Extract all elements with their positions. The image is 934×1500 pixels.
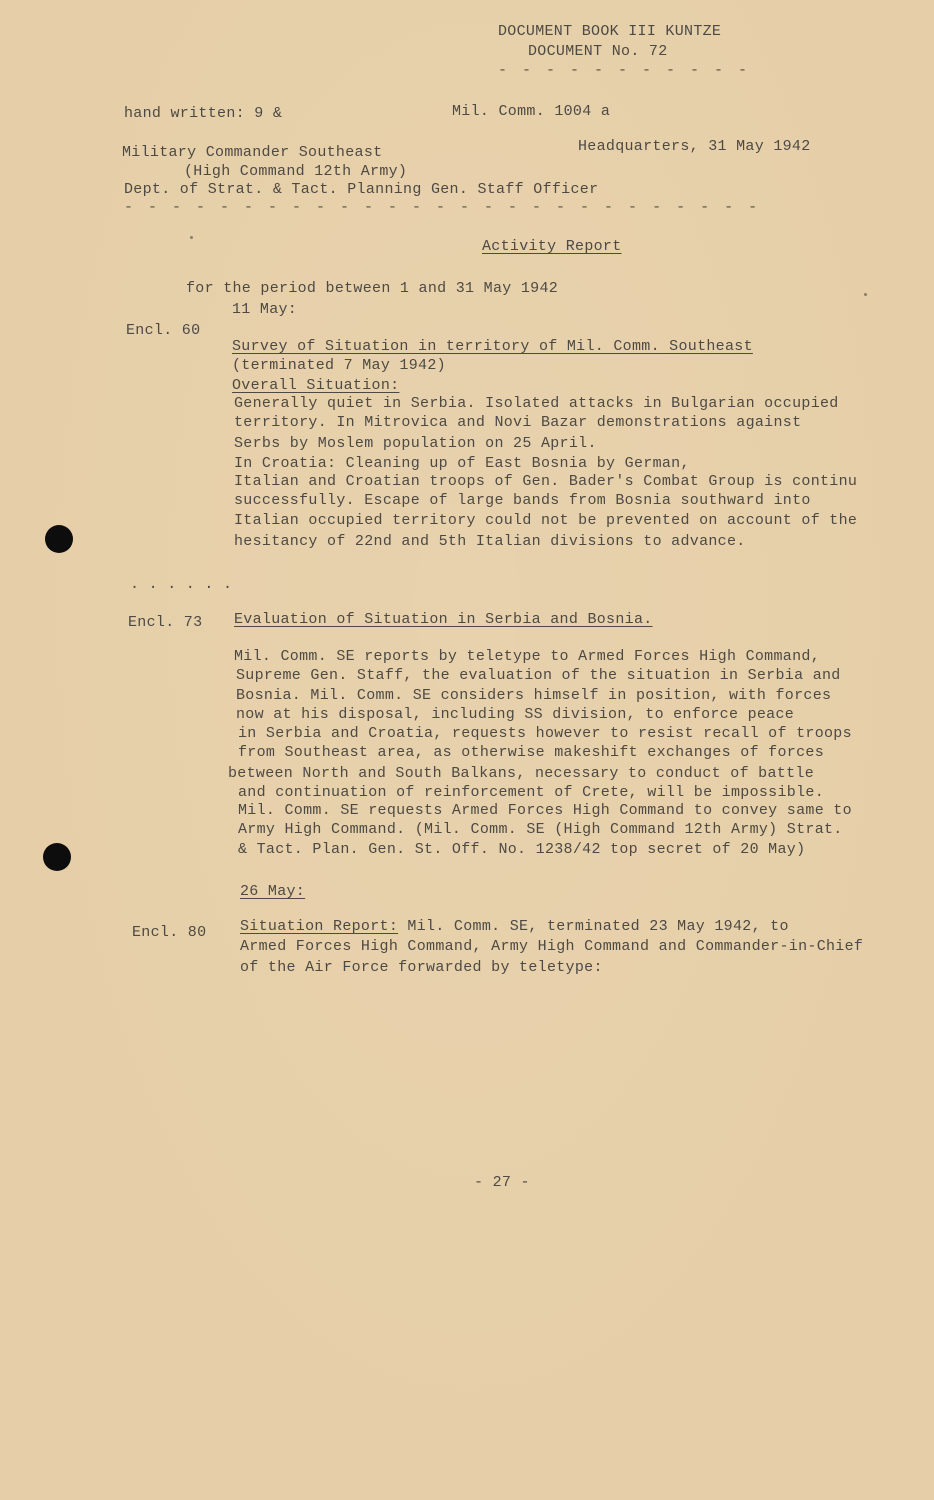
encl-80-heading-rest: Mil. Comm. SE, terminated 23 May 1942, to	[398, 918, 789, 935]
omission-dots: . . . . . .	[130, 576, 233, 593]
encl-60-line: Generally quiet in Serbia. Isolated attacks in Bulgarian occupied	[234, 395, 839, 412]
encl-73-line: & Tact. Plan. Gen. St. Off. No. 1238/42 top secret of 20 May)	[238, 841, 806, 858]
encl-60-line: Italian occupied territory could not be prevented on account of the	[234, 512, 858, 529]
date-11-may: 11 May:	[232, 301, 298, 318]
encl-60-label: Encl. 60	[126, 322, 201, 339]
report-title: Activity Report	[482, 238, 622, 255]
encl-80-line: Armed Forces High Command, Army High Command and Commander-in-Chief	[240, 938, 864, 955]
encl-73-line: from Southeast area, as otherwise makeshift exchanges of forces	[238, 744, 824, 761]
punch-hole-top	[45, 525, 73, 553]
encl-73-line: in Serbia and Croatia, requests however to resist recall of troops	[238, 725, 852, 742]
encl-60-line: successfully. Escape of large bands from Bosnia southward into	[234, 492, 811, 509]
encl-60-line: Italian and Croatian troops of Gen. Bader's Combat Group is continu	[234, 473, 858, 490]
report-period: for the period between 1 and 31 May 1942	[186, 280, 559, 297]
encl-73-line: Mil. Comm. SE reports by teletype to Armed Forces High Command,	[234, 648, 820, 665]
encl-60-line: territory. In Mitrovica and Novi Bazar demonstrations against	[234, 414, 802, 431]
encl-80-heading: Situation Report:	[240, 918, 399, 935]
headquarters-date: Headquarters, 31 May 1942	[578, 138, 811, 155]
page-number: - 27 -	[474, 1174, 530, 1191]
encl-73-line: Army High Command. (Mil. Comm. SE (High Command 12th Army) Strat.	[238, 821, 843, 838]
encl-73-line: Mil. Comm. SE requests Armed Forces High Command to convey same to	[238, 802, 852, 819]
encl-80-line: of the Air Force forwarded by teletype:	[240, 959, 603, 976]
encl-60-terminated: (terminated 7 May 1942)	[232, 357, 446, 374]
punch-hole-bottom	[43, 843, 71, 871]
encl-60-line: In Croatia: Cleaning up of East Bosnia by German,	[234, 455, 690, 472]
sender-line-1: Military Commander Southeast	[122, 144, 383, 161]
encl-60-line: Serbs by Moslem population on 25 April.	[234, 435, 597, 452]
encl-73-line: and continuation of reinforcement of Crete, will be impossible.	[238, 784, 824, 801]
encl-73-line: now at his disposal, including SS division, to enforce peace	[236, 706, 795, 723]
document-number: DOCUMENT No. 72	[528, 43, 668, 60]
encl-60-subheading: Overall Situation:	[232, 377, 400, 394]
encl-80-first-line	[240, 917, 789, 936]
sender-divider: - - - - - - - - - - - - - - - - - - - - - - - - - - -	[124, 199, 761, 216]
encl-73-heading: Evaluation of Situation in Serbia and Bosnia.	[234, 611, 653, 628]
encl-73-line: between North and South Balkans, necessary to conduct of battle	[228, 765, 814, 782]
encl-73-line: Supreme Gen. Staff, the evaluation of the situation in Serbia and	[236, 667, 841, 684]
document-book-title: DOCUMENT BOOK III KUNTZE	[498, 23, 722, 40]
encl-73-label: Encl. 73	[128, 614, 203, 631]
encl-60-line: hesitancy of 22nd and 5th Italian divisions to advance.	[234, 533, 746, 550]
header-divider: - - - - - - - - - - -	[498, 62, 751, 79]
encl-60-heading: Survey of Situation in territory of Mil. Comm. Southeast	[232, 338, 753, 355]
date-26-may: 26 May:	[240, 883, 306, 900]
paper-speck	[190, 236, 193, 239]
sender-line-2: (High Command 12th Army)	[184, 163, 408, 180]
handwritten-note: hand written: 9 &	[124, 105, 283, 122]
encl-73-line: Bosnia. Mil. Comm. SE considers himself in position, with forces	[236, 687, 832, 704]
sender-line-3: Dept. of Strat. & Tact. Planning Gen. Staff Officer	[124, 181, 599, 198]
encl-80-label: Encl. 80	[132, 924, 207, 941]
mil-comm-number: Mil. Comm. 1004 a	[452, 103, 611, 120]
paper-speck	[864, 293, 867, 296]
